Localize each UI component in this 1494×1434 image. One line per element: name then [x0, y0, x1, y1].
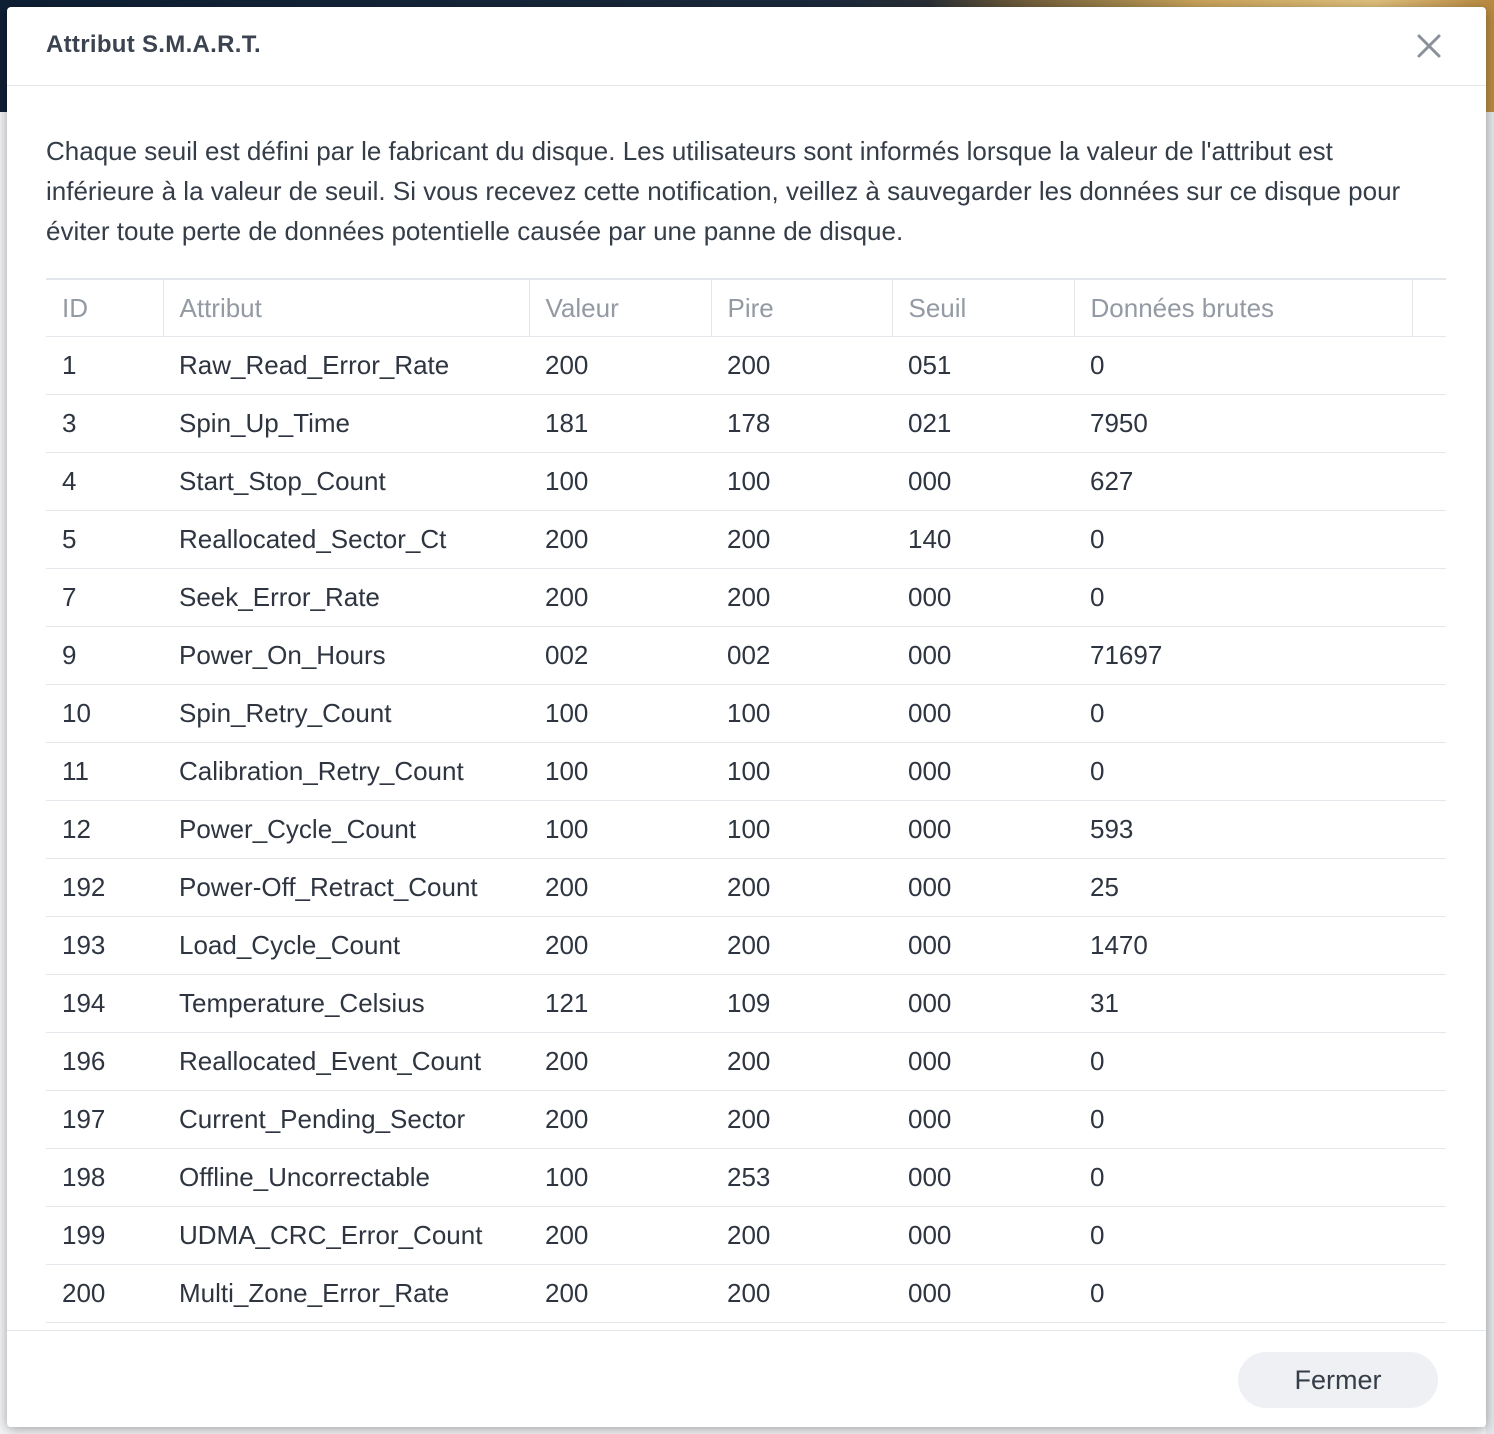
table-row[interactable] [46, 569, 1446, 627]
cell-spacer [1412, 1091, 1446, 1149]
dialog-footer [7, 1330, 1486, 1427]
column-header-id[interactable]: ID [46, 280, 163, 337]
cell-attribute: Raw_Read_Error_Rate [163, 337, 529, 395]
cell-spacer [1412, 569, 1446, 627]
cell-value: 200 [529, 337, 711, 395]
smart-table-scroll-area[interactable] [46, 278, 1446, 1332]
cell-value: 121 [529, 975, 711, 1033]
close-icon[interactable] [1412, 29, 1446, 63]
cell-raw-data: 31 [1074, 975, 1412, 1033]
table-row[interactable] [46, 685, 1446, 743]
cell-threshold: 051 [892, 337, 1074, 395]
column-header-threshold[interactable]: Seuil [892, 280, 1074, 337]
table-row[interactable] [46, 337, 1446, 395]
cell-spacer [1412, 685, 1446, 743]
cell-attribute: Seek_Error_Rate [163, 569, 529, 627]
cell-raw-data: 0 [1074, 1265, 1412, 1323]
cell-raw-data: 627 [1074, 453, 1412, 511]
cell-spacer [1412, 1033, 1446, 1091]
cell-spacer [1412, 511, 1446, 569]
cell-value: 200 [529, 569, 711, 627]
cell-attribute: Load_Cycle_Count [163, 917, 529, 975]
cell-spacer [1412, 1265, 1446, 1323]
cell-attribute: UDMA_CRC_Error_Count [163, 1207, 529, 1265]
cell-raw-data: 7950 [1074, 395, 1412, 453]
cell-id: 9 [46, 627, 163, 685]
cell-worst: 100 [711, 685, 892, 743]
cell-raw-data: 71697 [1074, 627, 1412, 685]
cell-worst: 200 [711, 1265, 892, 1323]
cell-worst: 002 [711, 627, 892, 685]
cell-raw-data: 0 [1074, 685, 1412, 743]
cell-attribute: Temperature_Celsius [163, 975, 529, 1033]
cell-threshold: 140 [892, 511, 1074, 569]
table-row[interactable] [46, 1265, 1446, 1323]
cell-worst: 200 [711, 859, 892, 917]
cell-value: 200 [529, 1091, 711, 1149]
cell-worst: 100 [711, 453, 892, 511]
cell-worst: 200 [711, 1207, 892, 1265]
dialog-description: Chaque seuil est défini par le fabricant du disque. Les utilisateurs sont informés lorsque la valeur de l'attribut est inférieure à la valeur de seuil. Si vous recevez cette notification, veillez à sauvegarder les données sur ce disque pour éviter toute perte de données potentielle causée par une panne de disque. [46, 136, 1401, 246]
cell-attribute: Power-Off_Retract_Count [163, 859, 529, 917]
cell-threshold: 021 [892, 395, 1074, 453]
cell-id: 193 [46, 917, 163, 975]
cell-id: 4 [46, 453, 163, 511]
cell-worst: 200 [711, 511, 892, 569]
cell-value: 200 [529, 511, 711, 569]
cell-value: 200 [529, 917, 711, 975]
dialog-header [7, 7, 1486, 86]
cell-worst: 200 [711, 569, 892, 627]
cell-worst: 109 [711, 975, 892, 1033]
cell-threshold: 000 [892, 627, 1074, 685]
cell-attribute: Reallocated_Sector_Ct [163, 511, 529, 569]
table-row[interactable] [46, 859, 1446, 917]
cell-spacer [1412, 801, 1446, 859]
cell-attribute: Offline_Uncorrectable [163, 1149, 529, 1207]
cell-value: 200 [529, 1207, 711, 1265]
table-row[interactable] [46, 917, 1446, 975]
column-header-worst[interactable]: Pire [711, 280, 892, 337]
cell-spacer [1412, 743, 1446, 801]
table-row[interactable] [46, 1207, 1446, 1265]
cell-attribute: Reallocated_Event_Count [163, 1033, 529, 1091]
cell-raw-data: 0 [1074, 1207, 1412, 1265]
cell-threshold: 000 [892, 685, 1074, 743]
cell-worst: 100 [711, 743, 892, 801]
cell-worst: 100 [711, 801, 892, 859]
cell-value: 200 [529, 859, 711, 917]
cell-raw-data: 25 [1074, 859, 1412, 917]
table-row[interactable] [46, 395, 1446, 453]
cell-raw-data: 1470 [1074, 917, 1412, 975]
table-row[interactable] [46, 453, 1446, 511]
cell-id: 194 [46, 975, 163, 1033]
cell-spacer [1412, 453, 1446, 511]
cell-threshold: 000 [892, 859, 1074, 917]
cell-id: 196 [46, 1033, 163, 1091]
table-row[interactable] [46, 511, 1446, 569]
cell-worst: 253 [711, 1149, 892, 1207]
cell-worst: 200 [711, 917, 892, 975]
cell-raw-data: 593 [1074, 801, 1412, 859]
cell-id: 197 [46, 1091, 163, 1149]
cell-threshold: 000 [892, 569, 1074, 627]
cell-spacer [1412, 1149, 1446, 1207]
cell-value: 002 [529, 627, 711, 685]
cell-value: 100 [529, 453, 711, 511]
cell-id: 5 [46, 511, 163, 569]
cell-attribute: Spin_Up_Time [163, 395, 529, 453]
cell-threshold: 000 [892, 1265, 1074, 1323]
cell-id: 192 [46, 859, 163, 917]
cell-threshold: 000 [892, 1033, 1074, 1091]
cell-raw-data: 0 [1074, 511, 1412, 569]
cell-raw-data: 0 [1074, 1033, 1412, 1091]
cell-id: 10 [46, 685, 163, 743]
cell-id: 200 [46, 1265, 163, 1323]
table-row[interactable] [46, 1091, 1446, 1149]
cell-attribute: Power_On_Hours [163, 627, 529, 685]
cell-value: 200 [529, 1265, 711, 1323]
cell-spacer [1412, 975, 1446, 1033]
cell-id: 11 [46, 743, 163, 801]
cell-id: 199 [46, 1207, 163, 1265]
cell-threshold: 000 [892, 743, 1074, 801]
table-row[interactable] [46, 1033, 1446, 1091]
cell-threshold: 000 [892, 917, 1074, 975]
column-header-attribute[interactable]: Attribut [163, 280, 529, 337]
column-header-raw-data[interactable]: Données brutes [1074, 280, 1412, 337]
cell-threshold: 000 [892, 975, 1074, 1033]
cell-attribute: Current_Pending_Sector [163, 1091, 529, 1149]
cell-attribute: Multi_Zone_Error_Rate [163, 1265, 529, 1323]
cell-spacer [1412, 1207, 1446, 1265]
cell-threshold: 000 [892, 801, 1074, 859]
table-row[interactable] [46, 1149, 1446, 1207]
cell-spacer [1412, 337, 1446, 395]
cell-id: 3 [46, 395, 163, 453]
cell-worst: 200 [711, 337, 892, 395]
cell-value: 181 [529, 395, 711, 453]
column-header-spacer [1412, 280, 1446, 337]
column-header-value[interactable]: Valeur [529, 280, 711, 337]
cell-spacer [1412, 917, 1446, 975]
table-row[interactable] [46, 743, 1446, 801]
cell-threshold: 000 [892, 1207, 1074, 1265]
cell-attribute: Calibration_Retry_Count [163, 743, 529, 801]
cell-value: 100 [529, 685, 711, 743]
cell-id: 7 [46, 569, 163, 627]
cell-value: 100 [529, 1149, 711, 1207]
cell-value: 100 [529, 743, 711, 801]
table-row[interactable] [46, 801, 1446, 859]
cell-raw-data: 0 [1074, 569, 1412, 627]
table-row[interactable] [46, 975, 1446, 1033]
table-header-row [46, 280, 1446, 337]
cell-spacer [1412, 627, 1446, 685]
close-button[interactable]: Fermer [1238, 1352, 1438, 1408]
smart-attributes-table [46, 280, 1446, 1323]
cell-raw-data: 0 [1074, 743, 1412, 801]
cell-id: 12 [46, 801, 163, 859]
cell-attribute: Power_Cycle_Count [163, 801, 529, 859]
dialog-title: Attribut S.M.A.R.T. [46, 31, 262, 58]
cell-raw-data: 0 [1074, 337, 1412, 395]
cell-attribute: Start_Stop_Count [163, 453, 529, 511]
cell-threshold: 000 [892, 453, 1074, 511]
cell-id: 1 [46, 337, 163, 395]
cell-worst: 200 [711, 1033, 892, 1091]
cell-value: 200 [529, 1033, 711, 1091]
cell-raw-data: 0 [1074, 1149, 1412, 1207]
background-right-edge [1486, 112, 1494, 1434]
cell-attribute: Spin_Retry_Count [163, 685, 529, 743]
cell-worst: 200 [711, 1091, 892, 1149]
cell-spacer [1412, 859, 1446, 917]
cell-spacer [1412, 395, 1446, 453]
cell-id: 198 [46, 1149, 163, 1207]
cell-threshold: 000 [892, 1091, 1074, 1149]
cell-threshold: 000 [892, 1149, 1074, 1207]
cell-value: 100 [529, 801, 711, 859]
smart-attributes-dialog [7, 7, 1486, 1427]
cell-raw-data: 0 [1074, 1091, 1412, 1149]
table-row[interactable] [46, 627, 1446, 685]
cell-worst: 178 [711, 395, 892, 453]
